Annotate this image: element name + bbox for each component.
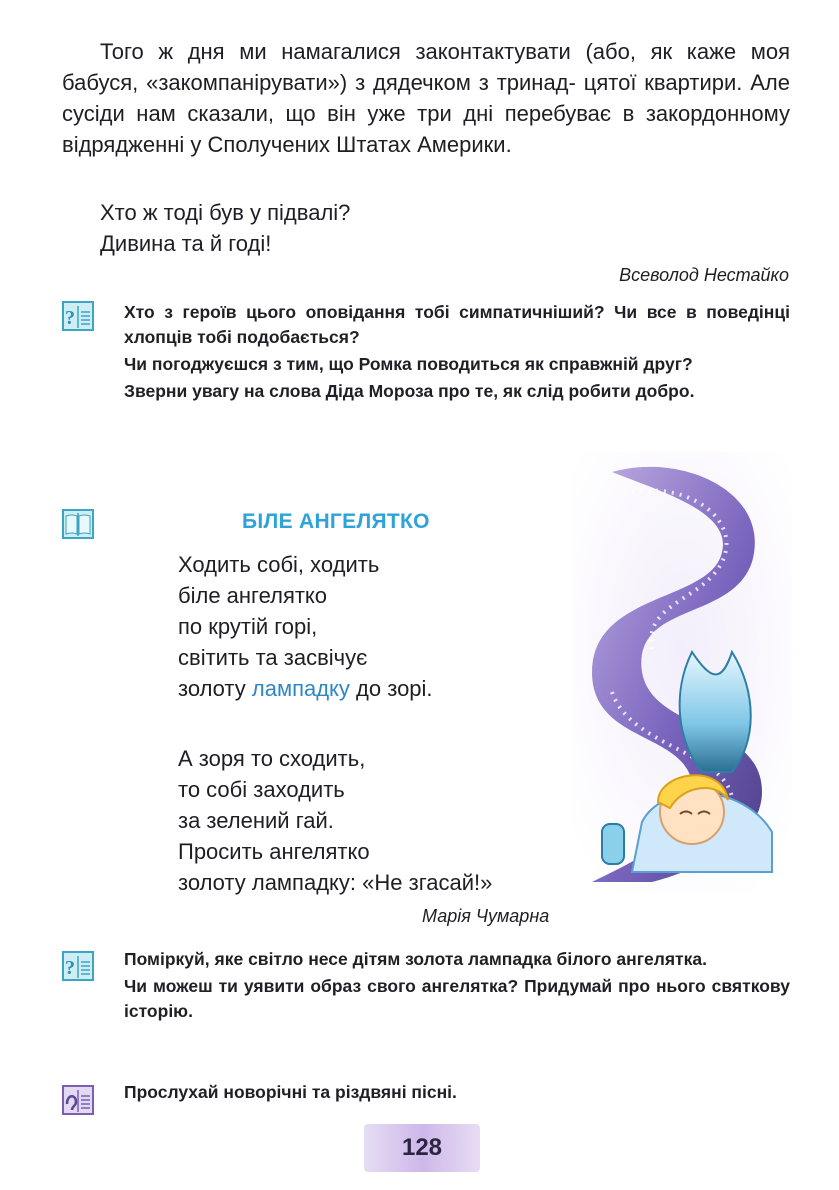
poem-line: Просить ангелятко — [178, 839, 370, 864]
question-4: Поміркуй, яке світло несе дітям золота лампадка білого ангелятка. — [124, 949, 707, 969]
question-book-icon — [62, 300, 94, 332]
question-1: Хто з героїв цього оповідання тобі симпатичніший? Чи все в поведінці хлопців тобі подобається? — [124, 302, 790, 347]
listening-book-icon — [62, 1084, 94, 1116]
intro-line-1: Того ж дня ми намагалися законтактувати (або, як каже — [100, 39, 737, 64]
poem-line: біле ангелятко — [178, 583, 328, 608]
question-2: Чи погоджуєшся з тим, що Ромка поводиться як справжній друг? — [124, 354, 693, 374]
poem-title: БІЛЕ АНГЕЛЯТКО — [242, 510, 430, 533]
page-number-badge — [364, 1124, 480, 1172]
poem-line: по крутій горі, — [178, 614, 318, 639]
intro-text — [62, 36, 790, 160]
intro-line-3: цятої квартири. Але сусіди нам сказали, що він уже три — [62, 70, 790, 126]
intro-line-4: дні перебуває в закордонному відрядженні у Сполучених — [62, 101, 790, 157]
poem-author: Марія Чумарна — [422, 906, 550, 926]
intro-paragraph — [62, 36, 790, 160]
intro-line-2: моя бабуся, «закомпанірувати») з дядечком з тринад- — [62, 39, 790, 95]
svg-text:?: ? — [65, 307, 75, 329]
questions-block-1 — [124, 300, 790, 406]
angel-illustration — [572, 452, 792, 892]
question-book-icon — [62, 950, 94, 982]
intro-line-exclaim: Дивина та й годі! — [100, 231, 272, 256]
intro-line-question: Хто ж тоді був у підвалі? — [100, 200, 351, 225]
intro-line-5: Штатах Америки. — [336, 132, 512, 157]
poem-line: А зоря то сходить, — [178, 746, 366, 771]
questions-block-2 — [124, 947, 790, 1026]
highlighted-word: лампадку — [251, 676, 350, 701]
reading-book-icon — [62, 508, 94, 540]
poem-line: світить та засвічує — [178, 645, 368, 670]
question-3: Зверни увагу на слова Діда Мороза про те, як слід робити добро. — [124, 381, 695, 401]
listening-task: Прослухай новорічні та різдвяні пісні. — [124, 1082, 457, 1102]
poem-line — [178, 673, 433, 704]
intro-author: Всеволод Нестайко — [619, 265, 789, 285]
poem-line: то собі заходить — [178, 777, 345, 802]
svg-text:?: ? — [65, 957, 75, 979]
poem-line: за зелений гай. — [178, 808, 334, 833]
poem-line: Ходить собі, ходить — [178, 552, 380, 577]
question-5: Чи можеш ти уявити образ свого ангелятка? Придумай про нього святкову історію. — [124, 976, 790, 1021]
poem-text: до зорі. — [349, 676, 433, 701]
poem-stanza-1 — [178, 549, 433, 704]
page-number: 128 — [401, 1134, 443, 1161]
poem-text: золоту — [178, 676, 252, 701]
poem-line: золоту лампадку: «Не згасай!» — [178, 870, 493, 895]
poem-stanza-2 — [178, 743, 492, 898]
